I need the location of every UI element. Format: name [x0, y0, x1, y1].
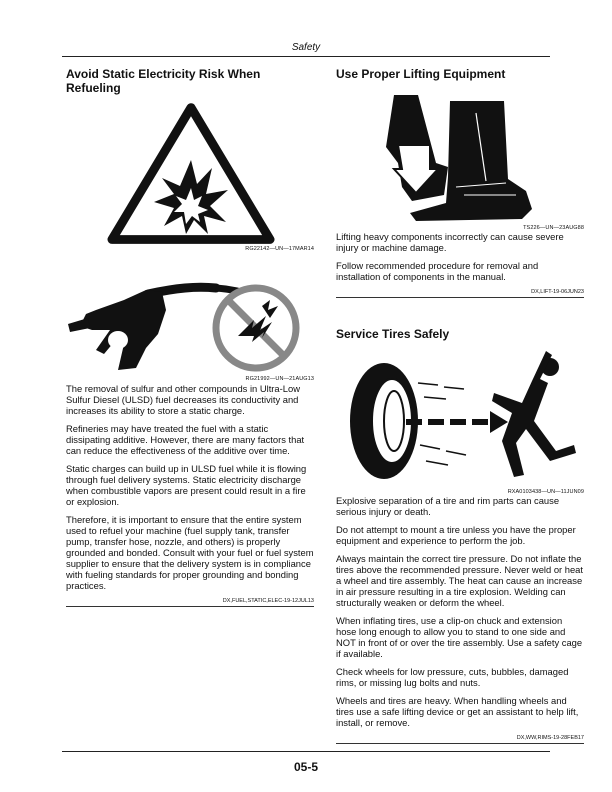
fuel-nozzle-no-static-icon — [66, 270, 314, 378]
section-heading: Use Proper Lifting Equipment — [336, 67, 506, 81]
paragraph: Static charges can build up in ULSD fuel while it is flowing through fuel delivery systems. Static electricity discharge when combustible vapors are present could result in a fire or explosion. — [66, 463, 307, 507]
header-rule — [62, 56, 550, 57]
paragraph: Wheels and tires are heavy. When handling wheels and tires use a safe lifting device or get an assistant to help lift, install, or remove. — [336, 695, 579, 728]
paragraph: Explosive separation of a tire and rim parts can cause serious injury or death. — [336, 495, 560, 517]
figure-caption: TS226—UN—23AUG88 — [523, 225, 584, 231]
static-electricity-section — [66, 67, 314, 607]
lifting-section — [336, 67, 584, 298]
paragraph: Therefore, it is important to ensure that the entire system used to refuel your machine (fuel supply tank, transfer pump, transfer hose, nozzle, and others) is properly grounded and bonded. Consult with your fuel or fuel system supplier to ensure that the delivery system is in compliance with fueling standards for proper grounding and bonding practices. — [66, 514, 314, 591]
footer-rule — [62, 751, 550, 752]
page-number: 05-5 — [293, 760, 319, 774]
reference-code: DX,FUEL,STATIC,ELEC-19-12JUL13 — [222, 598, 314, 604]
figure-caption: RG22142—UN—17MAR14 — [245, 246, 314, 252]
paragraph: When inflating tires, use a clip-on chuck and extension hose long enough to allow you to stand to one side and NOT in front of or over the tire assembly. Use a safety cage if available. — [336, 615, 583, 659]
reference-code: DX,LIFT-19-06JUN23 — [531, 289, 584, 295]
section-body — [336, 231, 584, 282]
tires-section — [336, 327, 584, 744]
running-header: Safety — [291, 42, 321, 53]
figure-caption: RXA0103438—UN—11JUN09 — [507, 489, 584, 495]
figure-caption: RG21992—UN—21AUG13 — [245, 376, 314, 382]
paragraph: Do not attempt to mount a tire unless you have the proper equipment and experience to perform the job. — [336, 524, 576, 546]
section-heading: Service Tires Safely — [336, 327, 450, 341]
reference-code: DX,WW,RIMS-19-28FEB17 — [516, 735, 584, 741]
paragraph: Follow recommended procedure for removal and installation of components in the manual. — [336, 260, 539, 282]
tire-explosion-hazard-icon — [336, 347, 584, 487]
explosion-warning-icon — [66, 98, 314, 248]
paragraph: Check wheels for low pressure, cuts, bubbles, damaged rims, or missing lug bolts and nuts. — [336, 666, 569, 688]
paragraph: Always maintain the correct tire pressure. Do not inflate the tires above the recommended pressure. Never weld or heat a wheel and tire assembly. The heat can cause an increase in air pressure resulting in a tire explosion. Welding can structurally weaken or deform the wheel. — [336, 553, 584, 608]
section-heading: Avoid Static Electricity Risk When Refueling — [66, 67, 261, 95]
section-separator — [66, 606, 314, 607]
lifting-hazard-icon — [336, 91, 584, 225]
section-body — [66, 383, 314, 591]
section-separator — [336, 743, 584, 744]
paragraph: The removal of sulfur and other compounds in Ultra-Low Sulfur Diesel (ULSD) fuel decreases its conductivity and increases its ability to store a static charge. — [66, 383, 300, 416]
paragraph: Lifting heavy components incorrectly can cause severe injury or machine damage. — [336, 231, 564, 253]
paragraph: Refineries may have treated the fuel with a static dissipating additive. However, there are many factors that can reduce the effectiveness of the additive over time. — [66, 423, 305, 456]
section-separator — [336, 297, 584, 298]
section-body — [336, 495, 584, 728]
